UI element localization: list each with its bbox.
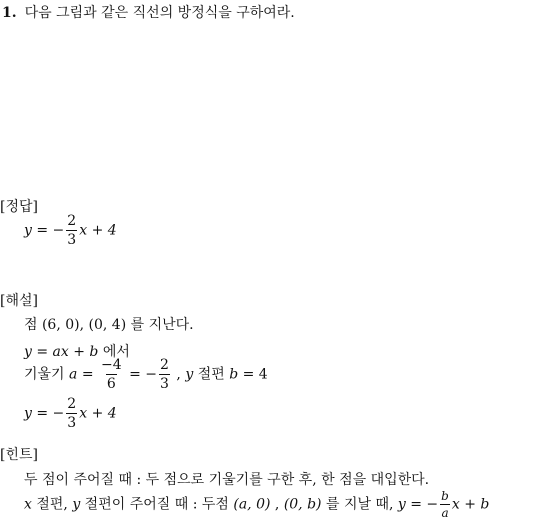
hint-frac-den: a <box>441 506 449 520</box>
slope-f2-den: 3 <box>160 376 169 392</box>
solution-l4-fraction <box>66 397 77 430</box>
answer-frac-den: 3 <box>67 232 77 248</box>
answer-frac-num: 2 <box>67 213 77 229</box>
solution-line2-text: 에서 <box>98 344 130 360</box>
question-line <box>2 2 295 22</box>
solution-l4-den: 3 <box>67 415 77 431</box>
answer-lhs: y <box>24 222 32 239</box>
hint-point-1: (a, 0) <box>233 496 271 513</box>
answer-rhs: x + 4 <box>79 222 117 239</box>
hint-sep: , <box>270 496 284 513</box>
question-number: 1. <box>2 5 17 21</box>
hint-rhs: x + b <box>451 496 490 513</box>
hint-text-a: 절편, <box>31 496 73 513</box>
hint-text-b: 절편이 주어질 때 : 두점 <box>80 496 234 513</box>
slope-eq1: = <box>77 366 99 383</box>
slope-sep: , <box>171 366 186 383</box>
hint-line-2 <box>24 490 489 519</box>
solution-line-3 <box>24 358 268 391</box>
hint-y: y <box>72 496 81 513</box>
solution-l4-lhs: y <box>24 405 32 422</box>
question-text: 다음 그림과 같은 직선의 방정식을 구하여라. <box>24 5 295 21</box>
solution-line-4 <box>24 397 117 430</box>
solution-l4-eq: = − <box>31 405 65 422</box>
answer-eq: = − <box>31 222 65 239</box>
slope-label: 기울기 <box>24 366 70 383</box>
slope-fraction-2 <box>159 358 170 391</box>
intercept-b: b <box>229 366 239 383</box>
slope-var: a <box>69 366 78 383</box>
hint-point-2: (0, b) <box>283 496 322 513</box>
intercept-var: y <box>185 366 194 383</box>
slope-f1-den: 6 <box>106 376 116 392</box>
slope-eq2: = − <box>124 366 158 383</box>
answer-label: [정답] <box>0 199 38 215</box>
slope-f1-num: −4 <box>101 357 122 373</box>
hint-eq: = − <box>405 496 439 513</box>
hint-text-c: 를 지날 때, <box>321 496 398 513</box>
hint-line-1: 두 점이 주어질 때 : 두 점으로 기울기를 구한 후, 한 점을 대입한다. <box>24 472 430 488</box>
intercept-label: 절편 <box>193 366 230 383</box>
hint-y2: y <box>397 496 406 513</box>
solution-label: [해설] <box>0 293 38 309</box>
answer-equation <box>24 214 117 247</box>
hint-fraction <box>440 490 450 519</box>
hint-frac-num: b <box>441 489 449 503</box>
solution-l4-num: 2 <box>67 396 77 412</box>
hint-x: x <box>24 496 32 513</box>
solution-line2-math: y = ax + b <box>24 344 99 360</box>
hint-label: [힌트] <box>0 447 38 463</box>
answer-fraction <box>66 214 77 247</box>
slope-f2-num: 2 <box>160 357 169 373</box>
slope-fraction-1 <box>100 358 123 391</box>
intercept-value: = 4 <box>238 366 268 383</box>
solution-line-1: 점 (6, 0), (0, 4) 를 지난다. <box>24 317 194 333</box>
solution-l4-rhs: x + 4 <box>79 405 117 422</box>
